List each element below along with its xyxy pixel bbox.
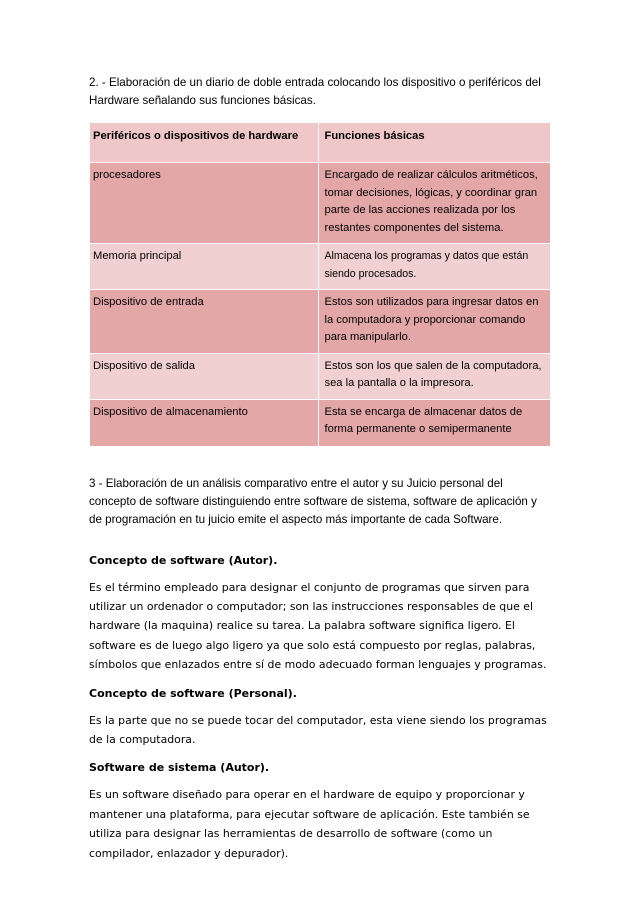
device-cell: Dispositivo de entrada [90,290,319,354]
function-cell: Estos son los que salen de la computadora, sea la pantalla o la impresora. [319,353,551,399]
block-paragraph: Es el término empleado para designar el conjunto de programas que sirven para utilizar un ordenador o computador; son las instrucciones responsables de que el hardware (la maquina) realice su tarea. La palabra software significa ligero. El software es de luego algo ligero ya que solo está compuesto por reglas, palabras, símbolos que enlazados entre sí de modo adecuado forman lenguajes y programas. [89,580,547,672]
block-paragraph: Es un software diseñado para operar en el hardware de equipo y proporcionar y mantener una plataforma, para ejecutar software de aplicación. Este también se utiliza para designar las herramientas de desarrollo de software (como un compilador, enlazador y depurador). [89,788,530,860]
function-cell: Estos son utilizados para ingresar datos en la computadora y proporcionar comando para manipularlo. [319,290,551,354]
table-row [90,244,551,290]
hardware-table [89,122,551,447]
section-3-intro: 3 - Elaboración de un análisis comparativo entre el autor y su Juicio personal del concepto de software distinguiendo entre software de sistema, software de aplicación y de programación en tu juicio emite el aspecto más importante de cada Software. [89,476,537,526]
device-cell: Memoria principal [90,244,319,290]
device-cell: Dispositivo de salida [90,353,319,399]
header-functions: Funciones básicas [319,123,551,163]
table-row [90,353,551,399]
table-row [90,290,551,354]
table-header-row [90,123,551,163]
header-devices: Periféricos o dispositivos de hardware [90,123,319,163]
device-cell: Dispositivo de almacenamiento [90,399,319,446]
table-row [90,399,551,446]
function-cell: Almacena los programas y datos que están siendo procesados. [319,244,551,290]
content-blocks [89,553,551,863]
block-heading: Concepto de software (Personal). [89,686,297,700]
function-cell: Encargado de realizar cálculos aritméticos, tomar decisiones, lógicas, y coordinar gran parte de las acciones realizada por los restantes componentes del sistema. [319,163,551,244]
function-cell: Esta se encarga de almacenar datos de forma permanente o semipermanente [319,399,551,446]
block-paragraph: Es la parte que no se puede tocar del computador, esta viene siendo los programas de la computadora. [89,713,547,746]
block-heading: Software de sistema (Autor). [89,761,270,775]
table-row [90,163,551,244]
device-cell: procesadores [90,163,319,244]
document-page [89,74,551,863]
block-heading: Concepto de software (Autor). [89,553,278,567]
section-2-intro: 2. - Elaboración de un diario de doble entrada colocando los dispositivo o periféricos del Hardware señalando sus funciones básicas. [89,76,541,107]
